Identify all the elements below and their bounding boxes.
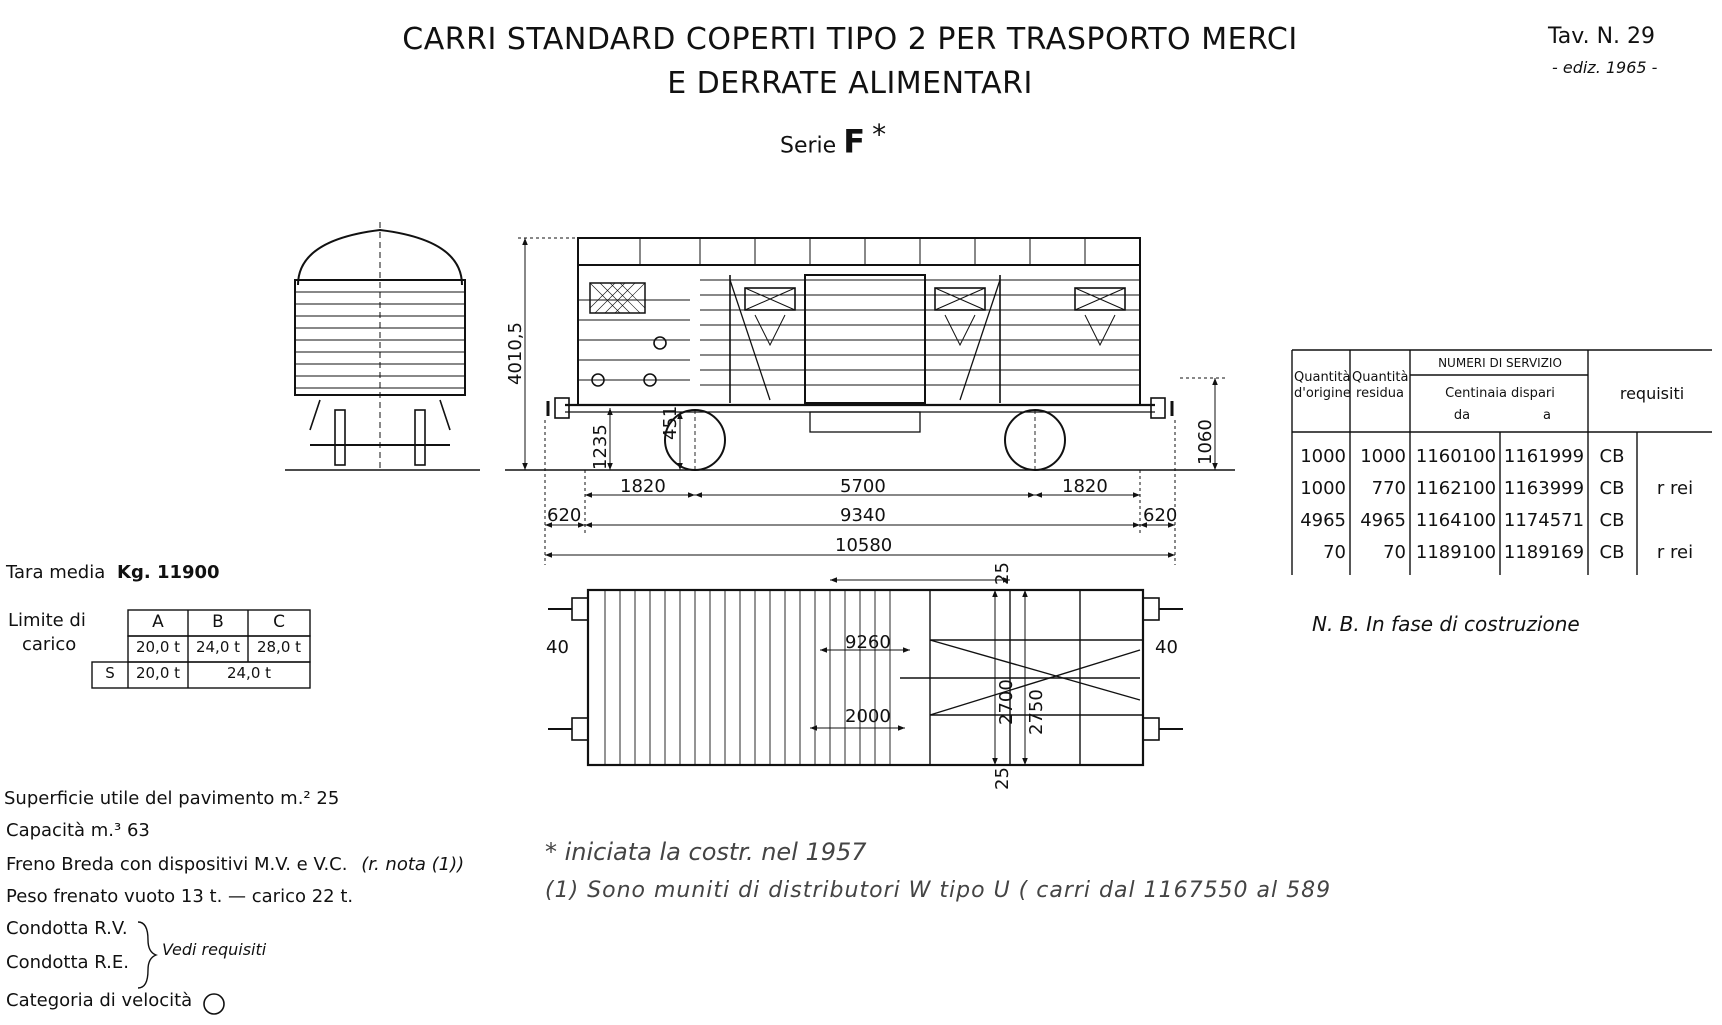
dim-step-height: 451 bbox=[660, 405, 681, 440]
dim-total-length: 10580 bbox=[835, 535, 893, 556]
speed-category-icon bbox=[204, 994, 224, 1014]
dim-plan-25-top: 25 bbox=[992, 562, 1013, 585]
spec-condotta-re: Condotta R.E. bbox=[6, 952, 129, 973]
dim-height-total: 4010,5 bbox=[505, 322, 526, 385]
cell-da: 1164100 bbox=[1415, 510, 1497, 531]
spec-capacita: Capacità m.³ 63 bbox=[6, 820, 150, 841]
col-numeri-servizio: NUMERI DI SERVIZIO bbox=[1438, 356, 1562, 370]
dim-plan-40-right: 40 bbox=[1155, 637, 1178, 658]
limite-r2-label: S bbox=[105, 664, 115, 682]
limite-header-c: C bbox=[273, 612, 285, 632]
handwritten-note-2: (1) Sono muniti di distributori W tipo U ( carri dal 1167550 al 589 bbox=[545, 878, 1332, 903]
limite-r2-bc: 24,0 t bbox=[226, 664, 272, 682]
cell-a: 1189169 bbox=[1503, 542, 1585, 563]
cell-cat: CB bbox=[1599, 510, 1625, 531]
spec-superficie: Superficie utile del pavimento m.² 25 bbox=[4, 788, 340, 809]
cell-a: 1163999 bbox=[1503, 478, 1585, 499]
cell-da: 1160100 bbox=[1415, 446, 1497, 467]
dim-plan-2750: 2750 bbox=[1026, 689, 1047, 735]
col-quantita-residua: Quantità residua bbox=[1352, 370, 1409, 401]
serie-value: F bbox=[843, 122, 866, 161]
dim-buffer-right: 620 bbox=[1143, 505, 1178, 526]
handwritten-note-1: * iniciata la costr. nel 1957 bbox=[545, 838, 867, 866]
edition-label: - ediz. 1965 - bbox=[1552, 58, 1658, 77]
cell-da: 1162100 bbox=[1415, 478, 1497, 499]
cell-origine: 1000 bbox=[1300, 446, 1346, 467]
dim-height-buffer: 1235 bbox=[590, 424, 611, 470]
table-row bbox=[1292, 446, 1712, 472]
dim-right-height: 1060 bbox=[1195, 419, 1216, 465]
spec-vedi-requisiti: Vedi requisiti bbox=[162, 940, 267, 959]
dim-wheelbase: 5700 bbox=[840, 476, 886, 497]
serie-label: Serie bbox=[780, 133, 837, 159]
dim-plan-2700: 2700 bbox=[996, 679, 1017, 725]
col-requisiti: requisiti bbox=[1619, 384, 1685, 403]
limite-r1-b: 24,0 t bbox=[195, 638, 241, 656]
cell-req: r rei bbox=[1656, 542, 1694, 563]
cell-cat: CB bbox=[1599, 478, 1625, 499]
limite-label-1: Limite di bbox=[8, 610, 86, 631]
note-nb: N. B. In fase di costruzione bbox=[1312, 612, 1580, 636]
col-quantita-origine: Quantità d'origine bbox=[1294, 370, 1351, 401]
body-planks bbox=[578, 280, 1140, 385]
limite-r2-a: 20,0 t bbox=[135, 664, 181, 682]
tav-number: Tav. N. 29 bbox=[1548, 24, 1656, 49]
dim-body-length: 9340 bbox=[840, 505, 886, 526]
cell-da: 1189100 bbox=[1415, 542, 1497, 563]
side-view bbox=[505, 238, 1235, 470]
spec-freno bbox=[6, 854, 464, 875]
cell-origine: 70 bbox=[1323, 542, 1346, 563]
cell-a: 1174571 bbox=[1503, 510, 1585, 531]
col-centinaia: Centinaia dispari bbox=[1445, 386, 1555, 401]
tara-media bbox=[6, 562, 220, 583]
spec-freno-nota: (r. nota (1)) bbox=[361, 854, 465, 875]
limite-label-2: carico bbox=[22, 634, 77, 655]
cell-req: r rei bbox=[1656, 478, 1694, 499]
cell-origine: 1000 bbox=[1300, 478, 1346, 499]
tara-label: Tara media bbox=[6, 562, 106, 583]
dim-overhang-left: 1820 bbox=[620, 476, 666, 497]
cell-residua: 4965 bbox=[1360, 510, 1406, 531]
end-view bbox=[285, 222, 480, 470]
limite-r1-a: 20,0 t bbox=[135, 638, 181, 656]
service-table bbox=[1292, 350, 1712, 575]
spec-freno-text: Freno Breda con dispositivi M.V. e V.C. bbox=[6, 854, 348, 875]
limite-header-b: B bbox=[212, 612, 224, 632]
title-line-2: E DERRATE ALIMENTARI bbox=[667, 66, 1033, 101]
cell-residua: 770 bbox=[1371, 478, 1406, 499]
dim-plan-2000: 2000 bbox=[845, 706, 891, 727]
dim-buffer-left: 620 bbox=[547, 505, 582, 526]
limite-header-a: A bbox=[152, 612, 164, 632]
floor-planks bbox=[605, 590, 890, 765]
cell-residua: 70 bbox=[1383, 542, 1406, 563]
serie-mark: * bbox=[872, 118, 887, 151]
cell-cat: CB bbox=[1599, 542, 1625, 563]
tara-value: Kg. 11900 bbox=[117, 562, 220, 583]
table-row bbox=[1292, 542, 1712, 568]
dim-overhang-right: 1820 bbox=[1062, 476, 1108, 497]
dim-plan-25-bottom: 25 bbox=[992, 767, 1013, 790]
table-row bbox=[1292, 510, 1712, 536]
title-line-1: CARRI STANDARD COPERTI TIPO 2 PER TRASPORTO MERCI bbox=[402, 22, 1298, 57]
cell-a: 1161999 bbox=[1503, 446, 1585, 467]
roof-segments bbox=[640, 238, 1085, 265]
cell-cat: CB bbox=[1599, 446, 1625, 467]
frame-members bbox=[900, 590, 1143, 765]
table-row bbox=[1292, 478, 1712, 504]
col-da: da bbox=[1453, 408, 1471, 423]
dim-plan-9260: 9260 bbox=[845, 632, 891, 653]
col-a: a bbox=[1543, 408, 1551, 423]
spec-peso-frenato: Peso frenato vuoto 13 t. — carico 22 t. bbox=[6, 886, 354, 907]
dim-plan-40-left: 40 bbox=[546, 637, 569, 658]
plan-view bbox=[548, 580, 1183, 765]
condotta-brace bbox=[138, 922, 156, 988]
spec-condotta-rv: Condotta R.V. bbox=[6, 918, 128, 939]
spec-categoria: Categoria di velocità bbox=[6, 990, 193, 1011]
limite-r1-c: 28,0 t bbox=[256, 638, 302, 656]
cell-residua: 1000 bbox=[1360, 446, 1406, 467]
cell-origine: 4965 bbox=[1300, 510, 1346, 531]
